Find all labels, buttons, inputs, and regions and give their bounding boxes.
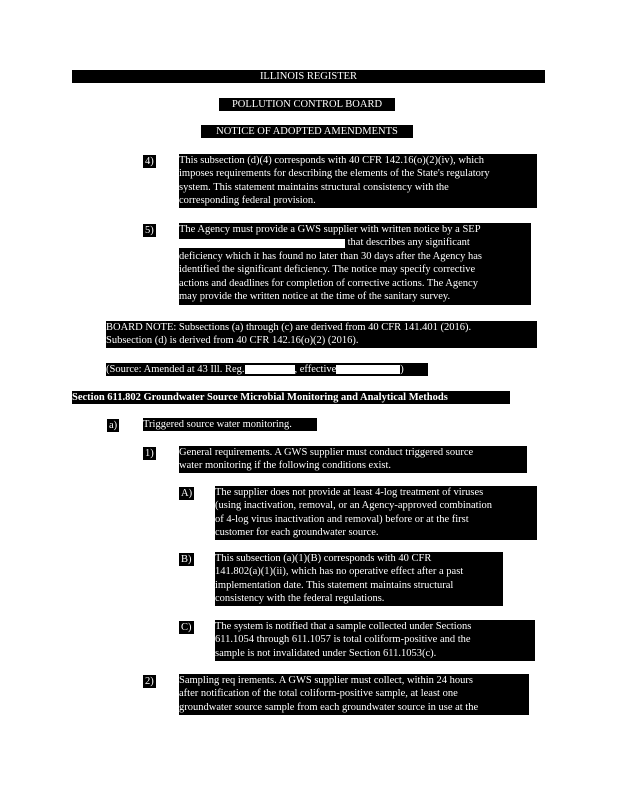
sub-1-label: 1) [145, 448, 154, 459]
sub-2-label: 2) [145, 676, 154, 687]
item-5-line: The Agency must provide a GWS supplier with written notice by a SEP [179, 224, 481, 235]
sub-A-line: (using inactivation, removal, or an Agency-approved combination [215, 500, 493, 512]
register-title [72, 70, 545, 83]
sub-2-line: Sampling req irements. A GWS supplier must collect, within 24 hours [179, 675, 473, 686]
source-middle: , effective [294, 364, 337, 375]
sub-A-line: The supplier does not provide at least 4-log treatment of viruses [215, 487, 484, 498]
sub-B-line: implementation date. This statement maintains structural [215, 579, 454, 591]
sub-2-line: after notification of the total coliform-positive sample, at least one [179, 688, 458, 700]
item-5-line: deficiency which it has found no later than 30 days after the Agency has [179, 250, 482, 262]
item-4-line: This subsection (d)(4) corresponds with 40 CFR 142.16(o)(2)(iv), which [179, 155, 485, 166]
sub-C-line: The system is notified that a sample collected under Sections [215, 621, 472, 632]
sub-B-label: B) [181, 554, 192, 565]
source-note [106, 363, 428, 376]
sub-B-line: 141.802(a)(1)(ii), which has no operative effect after a past [215, 566, 464, 578]
sub-a-text [143, 418, 317, 431]
item-5-line: may provide the written notice at the time of the sanitary survey. [179, 291, 451, 303]
board-note-line: Subsection (d) is derived from 40 CFR 142.16(o)(2) (2016). [106, 335, 359, 347]
board-note [106, 321, 537, 348]
register-title-text: ILLINOIS REGISTER [259, 71, 358, 82]
item-5-line: actions and deadlines for completion of corrective actions. The Agency [179, 277, 478, 289]
sub-A-label: A) [181, 488, 193, 499]
board-title [219, 98, 395, 111]
sub-C-text [215, 620, 535, 661]
sub-A-line: customer for each groundwater source. [215, 527, 379, 539]
sub-A-text [215, 486, 537, 540]
sub-1-line: General requirements. A GWS supplier must conduct triggered source [179, 447, 474, 458]
item-4-line: imposes requirements for describing the elements of the State's regulatory [179, 168, 490, 180]
sub-1-text [179, 446, 527, 473]
sub-B-text [215, 552, 503, 606]
notice-title-text: NOTICE OF ADOPTED AMENDMENTS [216, 126, 398, 137]
redaction-block [245, 365, 295, 374]
board-note-line: BOARD NOTE: Subsections (a) through (c) are derived from 40 CFR 141.401 (2016). [106, 322, 472, 333]
sub-a-text-content: Triggered source water monitoring. [143, 419, 292, 430]
section-heading-text: Section 611.802 Groundwater Source Microbial Monitoring and Analytical Methods [72, 392, 448, 403]
redaction-block [336, 365, 400, 374]
sub-2-line: groundwater source sample from each groundwater source in use at the [179, 701, 479, 713]
item-5-text [179, 223, 531, 305]
item-5-line: identified the significant deficiency. The notice may specify corrective [179, 264, 476, 276]
item-4-line: corresponding federal provision. [179, 195, 316, 207]
item-5-line [179, 236, 531, 249]
sub-C-line: 611.1054 through 611.1057 is total coliform-positive and the [215, 634, 471, 646]
item-5-line-tail: that describes any significant [345, 237, 470, 249]
item-5-label: 5) [145, 225, 154, 236]
source-prefix: (Source: Amended at 43 Ill. Reg. [106, 364, 245, 375]
item-4-text [179, 154, 537, 208]
section-heading [72, 391, 510, 404]
sub-2-text [179, 674, 529, 715]
source-suffix: ) [400, 364, 404, 375]
redaction-block [179, 239, 345, 248]
item-4-line: system. This statement maintains structural consistency with the [179, 181, 449, 193]
sub-C-label: C) [181, 622, 192, 633]
notice-title [201, 125, 413, 138]
sub-C-line: sample is not invalidated under Section 611.1053(c). [215, 647, 437, 659]
sub-1-line: water monitoring if the following conditions exist. [179, 460, 392, 472]
item-4-label: 4) [145, 156, 154, 167]
sub-B-line: This subsection (a)(1)(B) corresponds with 40 CFR [215, 553, 432, 564]
sub-A-line: of 4-log virus inactivation and removal) before or at the first [215, 513, 469, 525]
board-title-text: POLLUTION CONTROL BOARD [231, 99, 383, 110]
sub-a-label: a) [109, 420, 118, 431]
sub-B-line: consistency with the federal regulations. [215, 593, 385, 605]
